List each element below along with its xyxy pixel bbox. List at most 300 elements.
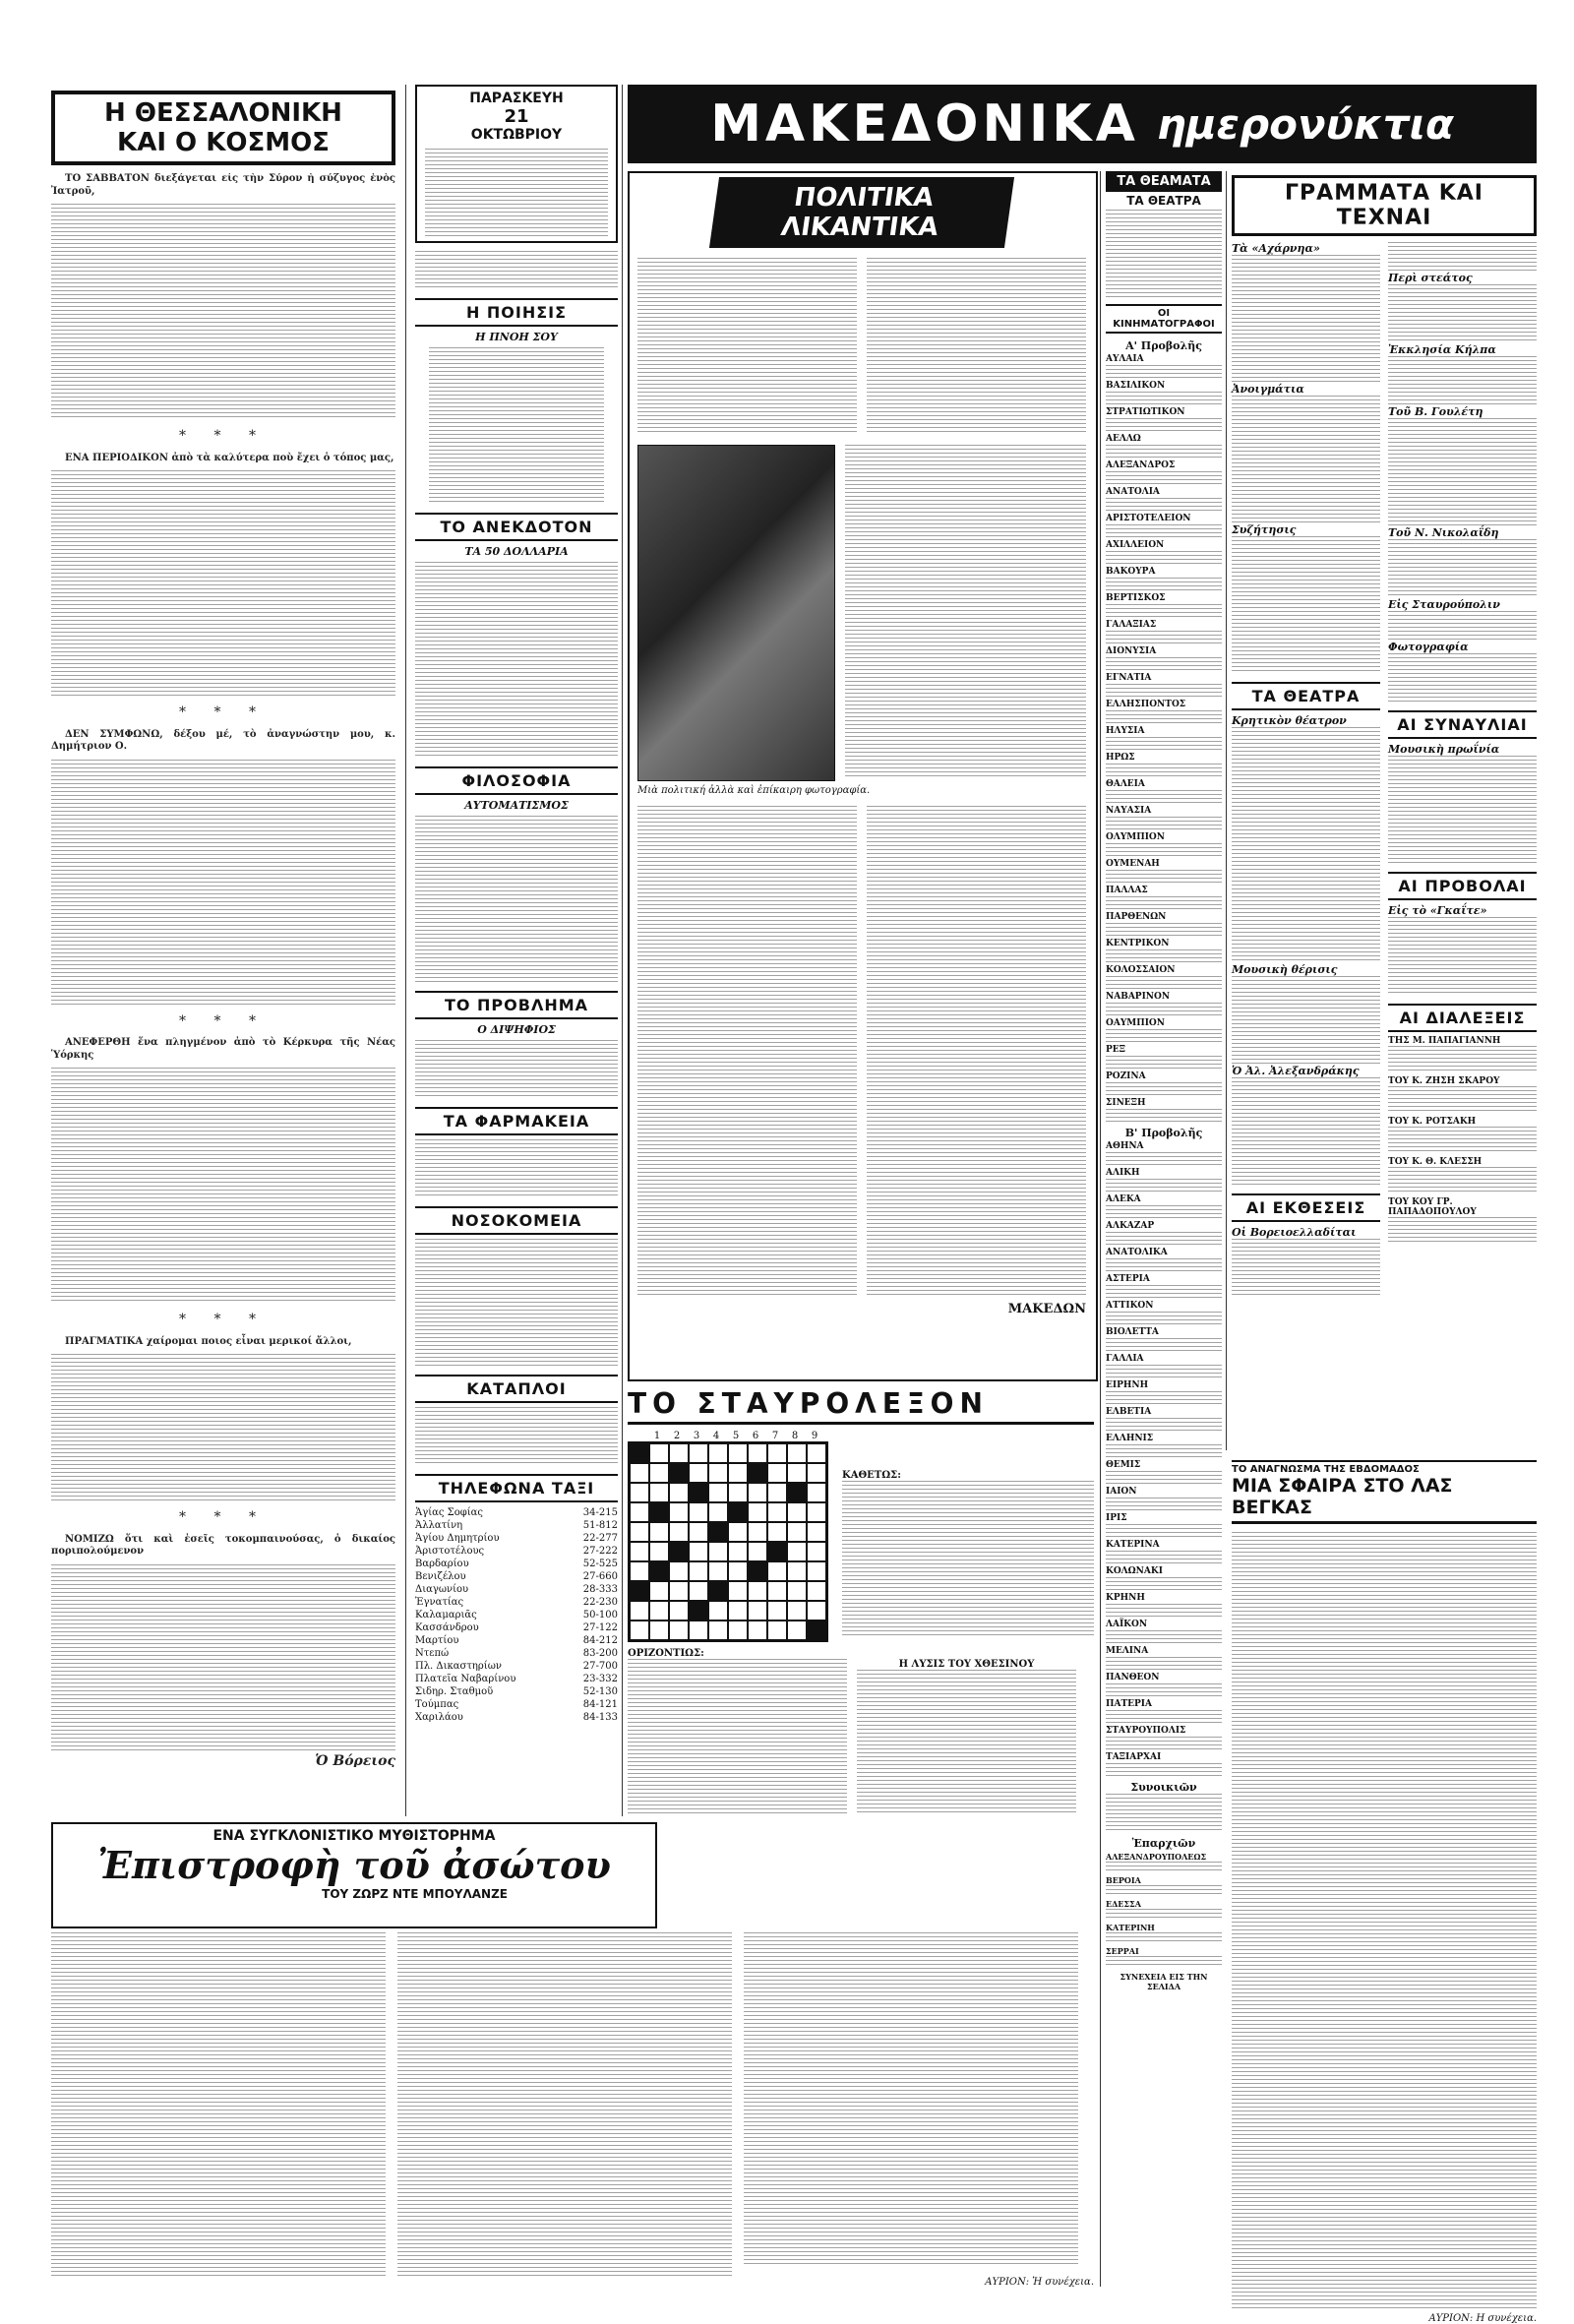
venue-item: ΙΡΙΣ bbox=[1106, 1513, 1127, 1523]
arts-title: ΓΡΑΜΜΑΤΑ ΚΑΙ ΤΕΧΝΑΙ bbox=[1232, 175, 1537, 236]
text-block bbox=[51, 1354, 395, 1501]
dateline-box bbox=[415, 85, 618, 243]
venue-details bbox=[1106, 1524, 1222, 1538]
arts-item: Ἐκκλησία Κήλπα bbox=[1388, 343, 1496, 356]
anecdote-text bbox=[415, 562, 618, 759]
crossword-cell bbox=[787, 1561, 807, 1581]
crossword-cell bbox=[689, 1502, 708, 1522]
crossword-number: 5 bbox=[732, 1431, 740, 1441]
crossword-cell bbox=[708, 1483, 728, 1502]
separator-stars: * * * bbox=[179, 1012, 268, 1029]
arts-text bbox=[1388, 653, 1537, 703]
venue-item: ΓΑΛΛΙΑ bbox=[1106, 1354, 1144, 1364]
arts-text bbox=[1232, 1239, 1380, 1298]
crossword-cell bbox=[708, 1522, 728, 1542]
phone-number: 27-660 bbox=[582, 1571, 618, 1582]
concerts-title: ΑΙ ΣΥΝΑΥΛΙΑΙ bbox=[1388, 710, 1537, 739]
venue-details bbox=[1106, 949, 1222, 963]
phone-row bbox=[415, 1532, 618, 1545]
venue-details bbox=[1106, 896, 1222, 910]
arts-text bbox=[1388, 284, 1537, 343]
phone-name: Ἐγνατίας bbox=[415, 1597, 464, 1608]
across-label: ΟΡΙΖΟΝΤΙΩΣ: bbox=[628, 1648, 704, 1659]
crossword-cell bbox=[689, 1621, 708, 1640]
crossword-cell bbox=[649, 1542, 669, 1561]
provincial-details bbox=[1106, 1885, 1222, 1897]
phone-number: 84-212 bbox=[582, 1635, 618, 1646]
crossword-cell bbox=[649, 1463, 669, 1483]
phone-name: Διαγωνίου bbox=[415, 1584, 469, 1595]
crossword-cell bbox=[807, 1483, 826, 1502]
phone-number: 52-525 bbox=[582, 1559, 618, 1569]
crossword-grid bbox=[628, 1441, 828, 1642]
crossword-number: 8 bbox=[791, 1431, 799, 1441]
poetry-title: Η ΠΟΙΗΣΙΣ bbox=[415, 298, 618, 327]
crossword-cell bbox=[728, 1561, 748, 1581]
venue-details bbox=[1106, 418, 1222, 432]
crossword-cell bbox=[649, 1443, 669, 1463]
venue-item: ΑΕΛΛΩ bbox=[1106, 434, 1141, 444]
phone-name: Βενιζέλου bbox=[415, 1571, 466, 1582]
weekly-reading bbox=[1232, 1460, 1537, 2324]
venue-item: ΑΤΤΙΚΟΝ bbox=[1106, 1301, 1154, 1311]
crossword-cell bbox=[630, 1522, 649, 1542]
venue-list bbox=[1106, 354, 1222, 1777]
crossword-number: 4 bbox=[712, 1431, 720, 1441]
venue-item: ΒΕΡΤΙΣΚΟΣ bbox=[1106, 593, 1166, 603]
venue-item: ΟΥΜΕΝΑΗ bbox=[1106, 859, 1160, 869]
crossword-cell bbox=[630, 1601, 649, 1621]
problem-subtitle: Ο ΔΙΨΗΦΙΟΣ bbox=[477, 1023, 556, 1036]
phone-number: 52-130 bbox=[582, 1686, 618, 1697]
paragraph-start: ΕΝΑ ΠΕΡΙΟΔΙΚΟΝ ἀπὸ τὰ καλύτερα ποὺ ἔχει ὁ τόπος μας, bbox=[65, 452, 394, 463]
dateline-date: 21 bbox=[504, 106, 529, 127]
philosophy-title: ΦΙΛΟΣΟΦΙΑ bbox=[415, 766, 618, 795]
venue-details bbox=[1106, 1205, 1222, 1219]
dateline-day: ΠΑΡΑΣΚΕΥΗ bbox=[469, 91, 564, 106]
arts-item: Εἰς Σταυρούπολιν bbox=[1388, 598, 1500, 611]
venue-details bbox=[1106, 1232, 1222, 1246]
crossword-cell bbox=[669, 1463, 689, 1483]
phone-name: Μαρτίου bbox=[415, 1635, 459, 1646]
phone-row bbox=[415, 1711, 618, 1724]
crossword-cell bbox=[807, 1561, 826, 1581]
crossword-cell bbox=[787, 1463, 807, 1483]
dateline-month: ΟΚΤΩΒΡΙΟΥ bbox=[470, 127, 563, 143]
venue-details bbox=[1106, 1577, 1222, 1591]
crossword-cell bbox=[689, 1601, 708, 1621]
venue-details bbox=[1106, 1551, 1222, 1564]
venue-item: ΛΑΪΚΟΝ bbox=[1106, 1620, 1148, 1629]
lecture-title: ΤΟΥ ΚΟΥ ΓΡ. ΠΑΠΑΔΟΠΟΥΛΟΥ bbox=[1388, 1197, 1477, 1217]
venue-details bbox=[1106, 392, 1222, 405]
phone-number: 83-200 bbox=[582, 1648, 618, 1659]
column-entertainment bbox=[1106, 171, 1222, 1991]
paragraph-start: ΤΟ ΣΑΒΒΑΤΟΝ διεξάγεται εἰς τὴν Σύρον ἡ σύζυγος ἑνὸς Ἰατροῦ, bbox=[51, 173, 395, 197]
crossword-cell bbox=[630, 1483, 649, 1502]
crossword-cell bbox=[708, 1443, 728, 1463]
crossword-cell bbox=[807, 1443, 826, 1463]
venue-details bbox=[1106, 1056, 1222, 1070]
column-miscellany bbox=[415, 85, 618, 1816]
crossword-cell bbox=[767, 1443, 787, 1463]
masthead bbox=[628, 85, 1537, 163]
neighbourhood-label: Συνοικιῶν bbox=[1130, 1781, 1197, 1794]
venue-item: ΑΝΑΤΟΛΙΚΑ bbox=[1106, 1248, 1168, 1257]
arts-text bbox=[1232, 727, 1380, 963]
crossword-cell bbox=[748, 1483, 767, 1502]
venue-item: ΟΛΥΜΠΙΟΝ bbox=[1106, 832, 1165, 842]
phone-row bbox=[415, 1609, 618, 1621]
venue-item: ΑΣΤΕΡΙΑ bbox=[1106, 1274, 1150, 1284]
screenings-sub: Εἰς τὸ «Γκαΐτε» bbox=[1388, 904, 1487, 917]
crossword-cell bbox=[708, 1502, 728, 1522]
crossword-cell bbox=[728, 1601, 748, 1621]
phone-number: 27-700 bbox=[582, 1661, 618, 1672]
paragraph-start: ΠΡΑΓΜΑΤΙΚΑ χαίρομαι ποιος εἶναι μερικοί ἄλλοι, bbox=[65, 1335, 352, 1347]
exhibitions-sub: Οἱ Βορειοελλαδίται bbox=[1232, 1226, 1357, 1239]
phone-row bbox=[415, 1558, 618, 1570]
venue-item: ΜΕΛΙΝΑ bbox=[1106, 1646, 1149, 1656]
pharmacies-title: ΤΑ ΦΑΡΜΑΚΕΙΑ bbox=[415, 1107, 618, 1135]
column-politics bbox=[637, 177, 1086, 1316]
problem-title: ΤΟ ΠΡΟΒΛΗΜΑ bbox=[415, 991, 618, 1019]
politics-text-mid bbox=[845, 445, 1086, 779]
venue-item: ΝΑΒΑΡΙΝΟΝ bbox=[1106, 992, 1171, 1002]
phone-name: Βαρδαρίου bbox=[415, 1559, 469, 1569]
weekly-label: ΤΟ ΑΝΑΓΝΩΣΜΑ ΤΗΣ ΕΒΔΟΜΑΔΟΣ bbox=[1232, 1460, 1537, 1475]
provincial-details bbox=[1106, 1932, 1222, 1944]
phone-name: Τούμπας bbox=[415, 1699, 459, 1710]
newspaper-page bbox=[51, 85, 1537, 2324]
column-rule bbox=[405, 85, 406, 1816]
crossword-cell bbox=[689, 1483, 708, 1502]
venue-details bbox=[1106, 524, 1222, 538]
crossword-cell bbox=[689, 1581, 708, 1601]
arts-text bbox=[1388, 611, 1537, 641]
text-block bbox=[51, 1068, 395, 1304]
venue-details bbox=[1106, 1152, 1222, 1166]
venue-item: ΗΡΩΣ bbox=[1106, 753, 1135, 763]
crossword-cell bbox=[708, 1542, 728, 1561]
novel-banner bbox=[51, 1822, 657, 1928]
first-run-label: Α' Προβολῆς bbox=[1125, 339, 1202, 352]
crossword-cell bbox=[708, 1581, 728, 1601]
venue-item: ΚΟΛΩΝΑΚΙ bbox=[1106, 1566, 1163, 1576]
venue-details bbox=[1106, 1444, 1222, 1458]
phones-list bbox=[415, 1506, 618, 1724]
crossword-cell bbox=[767, 1502, 787, 1522]
arts-theaters-sub: Κρητικὸν θέατρον bbox=[1232, 714, 1347, 727]
crossword-cell bbox=[649, 1581, 669, 1601]
novel-author: ΤΟΥ ΖΩΡΖ ΝΤΕ ΜΠΟΥΛΑΝΖΕ bbox=[322, 1887, 508, 1901]
venue-item: ΚΑΤΕΡΙΝΑ bbox=[1106, 1540, 1160, 1550]
venue-details bbox=[1106, 1285, 1222, 1299]
phone-number: 23-332 bbox=[582, 1674, 618, 1684]
crossword-cell bbox=[787, 1601, 807, 1621]
separator-stars: * * * bbox=[179, 704, 268, 720]
politics-title: ΠΟΛΙΤΙΚΑ ΛΙΚΑΝΤΙΚΑ bbox=[709, 177, 1014, 248]
venue-item: ΑΛΚΑΖΑΡ bbox=[1106, 1221, 1155, 1231]
venue-item: ΑΛΙΚΗ bbox=[1106, 1168, 1140, 1178]
crossword-cell bbox=[630, 1561, 649, 1581]
venue-item: ΣΤΑΥΡΟΥΠΟΛΙΣ bbox=[1106, 1726, 1186, 1736]
arts-item: Ἀνοιγμάτια bbox=[1232, 383, 1304, 396]
venue-item: ΑΡΙΣΤΟΤΕΛΕΙΟΝ bbox=[1106, 514, 1191, 523]
venue-details bbox=[1106, 923, 1222, 937]
column-thessaloniki bbox=[51, 85, 395, 1816]
crossword-cell bbox=[630, 1463, 649, 1483]
crossword-cell bbox=[728, 1621, 748, 1640]
lecture-details bbox=[1388, 1046, 1537, 1073]
crossword-cell bbox=[807, 1522, 826, 1542]
arts-item: Συζήτησις bbox=[1232, 523, 1297, 536]
venue-details bbox=[1106, 1604, 1222, 1618]
phone-number: 50-100 bbox=[582, 1610, 618, 1621]
venue-details bbox=[1106, 1657, 1222, 1671]
provincial-town: ΒΕΡΟΙΑ bbox=[1106, 1875, 1141, 1885]
arts-right bbox=[1388, 242, 1537, 1298]
crossword-cell bbox=[689, 1542, 708, 1561]
lectures-list bbox=[1388, 1036, 1537, 1245]
venue-details bbox=[1106, 1391, 1222, 1405]
crossword-cell bbox=[669, 1522, 689, 1542]
phone-row bbox=[415, 1519, 618, 1532]
venue-item: ΕΓΝΑΤΙΑ bbox=[1106, 673, 1152, 683]
phone-name: Ἀριστοτέλους bbox=[415, 1546, 485, 1557]
politics-text-lower-left bbox=[637, 806, 857, 1298]
photo-caption: Μιὰ πολιτική ἀλλὰ καὶ ἐπίκαιρη φωτογραφία. bbox=[637, 785, 871, 796]
arts-item: Τοῦ Ν. Νικολαΐδη bbox=[1388, 526, 1499, 539]
crossword-cell bbox=[708, 1601, 728, 1621]
poem-text bbox=[429, 347, 604, 505]
headline-box bbox=[51, 91, 395, 165]
masthead-subtitle: ημερονύκτια bbox=[1156, 99, 1454, 149]
venue-item: ΠΑΝΘΕΟΝ bbox=[1106, 1673, 1160, 1682]
lecture-title: ΤΟΥ Κ. ΖΗΣΗ ΣΚΑΡΟΥ bbox=[1388, 1076, 1500, 1086]
venue-item: ΑΛΕΚΑ bbox=[1106, 1194, 1141, 1204]
crossword-cell bbox=[807, 1621, 826, 1640]
venue-item: ΝΑΥΑΣΙΑ bbox=[1106, 806, 1152, 816]
separator-stars: * * * bbox=[179, 428, 268, 444]
crossword-cell bbox=[728, 1522, 748, 1542]
crossword-cell bbox=[787, 1542, 807, 1561]
venue-item: ΚΡΗΝΗ bbox=[1106, 1593, 1145, 1603]
crossword-cell bbox=[649, 1483, 669, 1502]
novel-col-3 bbox=[744, 1932, 1078, 2267]
second-run-label: Β' Προβολῆς bbox=[1124, 1127, 1203, 1139]
crossword-cell bbox=[728, 1542, 748, 1561]
crossword-cell bbox=[728, 1502, 748, 1522]
exhibitions-title: ΑΙ ΕΚΘΕΣΕΙΣ bbox=[1232, 1193, 1380, 1222]
crossword-cell bbox=[767, 1601, 787, 1621]
crossword-cell bbox=[649, 1601, 669, 1621]
crossword-cell bbox=[767, 1542, 787, 1561]
venue-details bbox=[1106, 843, 1222, 857]
arts-text bbox=[1388, 418, 1537, 526]
venue-item: ΠΑΤΕΡΙΑ bbox=[1106, 1699, 1152, 1709]
weekly-title: ΜΙΑ ΣΦΑΙΡΑ ΣΤΟ ΛΑΣ ΒΕΓΚΑΣ bbox=[1232, 1475, 1537, 1524]
crossword-cell bbox=[689, 1443, 708, 1463]
crossword-cell bbox=[728, 1443, 748, 1463]
crossword-cell bbox=[767, 1621, 787, 1640]
lecture-title: ΤΗΣ Μ. ΠΑΠΑΓΙΑΝΝΗ bbox=[1388, 1036, 1501, 1046]
crossword-cell bbox=[630, 1443, 649, 1463]
arts-text bbox=[1232, 976, 1380, 1065]
crossword-number: 1 bbox=[653, 1431, 661, 1441]
venue-details bbox=[1106, 1737, 1222, 1750]
crossword-cell bbox=[669, 1443, 689, 1463]
crossword-cell bbox=[787, 1443, 807, 1463]
arts-text bbox=[1232, 1077, 1380, 1186]
arts-music-sub: Μουσικὴ θέρισις bbox=[1232, 963, 1338, 976]
phone-number: 51-812 bbox=[582, 1520, 618, 1531]
arts-theaters-title: ΤΑ ΘΕΑΤΡΑ bbox=[1232, 682, 1380, 710]
philosophy-text bbox=[415, 816, 618, 983]
crossword-cell bbox=[669, 1601, 689, 1621]
crossword-cell bbox=[748, 1443, 767, 1463]
solution-text bbox=[857, 1670, 1076, 1813]
arts-left bbox=[1232, 242, 1380, 1298]
phone-name: Κασσάνδρου bbox=[415, 1622, 479, 1633]
arts-text bbox=[1232, 255, 1380, 383]
venue-details bbox=[1106, 657, 1222, 671]
novel-kicker: ΕΝΑ ΣΥΓΚΛΟΝΙΣΤΙΚΟ ΜΥΘΙΣΤΟΡΗΜΑ bbox=[212, 1828, 496, 1844]
crossword-cell bbox=[689, 1561, 708, 1581]
venue-details bbox=[1106, 1683, 1222, 1697]
separator-stars: * * * bbox=[179, 1509, 268, 1525]
venue-item: ΚΕΝΤΡΙΚΟΝ bbox=[1106, 939, 1170, 948]
novel-title: Ἐπιστροφὴ τοῦ ἀσώτου bbox=[97, 1843, 611, 1887]
crossword-cell bbox=[767, 1561, 787, 1581]
paragraph-start: ΝΟΜΙΖΩ ὅτι καὶ ἐσεῖς τοκομπαινούσας, ὁ δικαίος ποριπολούμενον bbox=[51, 1533, 395, 1557]
venue-details bbox=[1106, 1003, 1222, 1016]
venue-details bbox=[1106, 1418, 1222, 1432]
crossword-cell bbox=[748, 1463, 767, 1483]
crossword-cell bbox=[748, 1561, 767, 1581]
venue-details bbox=[1106, 551, 1222, 565]
crossword-number: 6 bbox=[752, 1431, 759, 1441]
venue-item: ΕΛΛΗΣΠΟΝΤΟΣ bbox=[1106, 700, 1186, 709]
politics-text-lower-right bbox=[867, 806, 1086, 1298]
venue-item: ΘΕΜΙΣ bbox=[1106, 1460, 1141, 1470]
crossword-cell bbox=[669, 1502, 689, 1522]
solution-label: Η ΛΥΣΙΣ ΤΟΥ ΧΘΕΣΙΝΟΥ bbox=[898, 1659, 1035, 1670]
weekly-text bbox=[1232, 1532, 1537, 2309]
hospitals-list bbox=[415, 1239, 618, 1367]
phones-title: ΤΗΛΕΦΩΝΑ ΤΑΞΙ bbox=[415, 1474, 618, 1502]
lectures-title: ΑΙ ΔΙΑΛΕΞΕΙΣ bbox=[1388, 1004, 1537, 1032]
phone-name: Ἀλλατίνη bbox=[415, 1520, 463, 1531]
venue-item: ΔΙΟΝΥΣΙΑ bbox=[1106, 646, 1157, 656]
text-block bbox=[51, 760, 395, 1006]
venue-item: ΒΑΣΙΛΙΚΟΝ bbox=[1106, 381, 1166, 391]
venue-details bbox=[1106, 1258, 1222, 1272]
lecture-details bbox=[1388, 1167, 1537, 1194]
crossword-cell bbox=[630, 1621, 649, 1640]
crossword-cell bbox=[807, 1601, 826, 1621]
crossword-cell bbox=[728, 1483, 748, 1502]
hospitals-title: ΝΟΣΟΚΟΜΕΙΑ bbox=[415, 1206, 618, 1235]
crossword-cell bbox=[669, 1542, 689, 1561]
cinemas-title: ΟΙ ΚΙΝΗΜΑΤΟΓΡΑΦΟΙ bbox=[1106, 304, 1222, 334]
entertainment-title: ΤΑ ΘΕΑΜΑΤΑ bbox=[1106, 171, 1222, 192]
theaters-title: ΤΑ ΘΕΑΤΡΑ bbox=[1126, 194, 1201, 208]
venue-details bbox=[1106, 1082, 1222, 1096]
philosophy-subtitle: ΑΥΤΟΜΑΤΙΣΜΟΣ bbox=[464, 799, 569, 812]
crossword-cell bbox=[748, 1621, 767, 1640]
crossword-number: 7 bbox=[771, 1431, 779, 1441]
phone-name: Ἁγίου Δημητρίου bbox=[415, 1533, 500, 1544]
crossword-cell bbox=[689, 1463, 708, 1483]
venue-item: ΣΤΡΑΤΙΩΤΙΚΟΝ bbox=[1106, 407, 1185, 417]
venue-details bbox=[1106, 1365, 1222, 1378]
crossword-cell bbox=[708, 1561, 728, 1581]
phone-number: 27-222 bbox=[582, 1546, 618, 1557]
column-rule bbox=[1100, 171, 1101, 2287]
venue-item: ΑΘΗΝΑ bbox=[1106, 1141, 1144, 1151]
paragraph-start: ΔΕΝ ΣΥΜΦΩΝΩ, δέξου μέ, τὸ ἀναγνώστην μου, κ. Δημήτριον Ο. bbox=[51, 728, 395, 752]
venue-item: ΑΛΕΞΑΝΔΡΟΣ bbox=[1106, 460, 1176, 470]
venue-item: ΟΑΥΜΠΙΟΝ bbox=[1106, 1018, 1165, 1028]
crossword-cell bbox=[787, 1621, 807, 1640]
crossword-number: 3 bbox=[693, 1431, 700, 1441]
crossword-cell bbox=[748, 1522, 767, 1542]
phone-name: Πλατεῖα Ναβαρίνου bbox=[415, 1674, 516, 1684]
column-rule bbox=[1226, 171, 1227, 1450]
phone-name: Καλαμαριᾶς bbox=[415, 1610, 477, 1621]
screenings-title: ΑΙ ΠΡΟΒΟΛΑΙ bbox=[1388, 872, 1537, 900]
provincial-list bbox=[1106, 1852, 1222, 1968]
crossword-cell bbox=[787, 1522, 807, 1542]
venue-item: ΕΛΒΕΤΙΑ bbox=[1106, 1407, 1152, 1417]
crossword-cell bbox=[649, 1621, 669, 1640]
crossword-cell bbox=[807, 1463, 826, 1483]
phone-row bbox=[415, 1583, 618, 1596]
phone-name: Χαριλάου bbox=[415, 1712, 463, 1723]
crossword-cell bbox=[669, 1621, 689, 1640]
phone-number: 84-121 bbox=[582, 1699, 618, 1710]
arts-item: Περὶ στεάτος bbox=[1388, 272, 1473, 284]
lecture-title: ΤΟΥ Κ. ΡΟΤΣΑΚΗ bbox=[1388, 1117, 1477, 1127]
crossword-cell bbox=[787, 1483, 807, 1502]
crossword-cell bbox=[630, 1581, 649, 1601]
phone-name: Ἁγίας Σοφίας bbox=[415, 1507, 484, 1518]
phone-number: 84-133 bbox=[582, 1712, 618, 1723]
headline-line-1: Η ΘΕΣΣΑΛΟΝΙΚΗ bbox=[104, 98, 342, 128]
phone-row bbox=[415, 1685, 618, 1698]
anecdote-subtitle: ΤΑ 50 ΔΟΛΛΑΡΙΑ bbox=[464, 545, 569, 558]
arts-item: Φωτογραφία bbox=[1388, 641, 1469, 653]
headline-line-2: ΚΑΙ Ο ΚΟΣΜΟΣ bbox=[117, 128, 330, 157]
anecdote-title: ΤΟ ΑΝΕΚΔΟΤΟΝ bbox=[415, 513, 618, 541]
across-clues bbox=[628, 1659, 847, 1816]
politics-signature: ΜΑΚΕΔΩΝ bbox=[1007, 1302, 1086, 1316]
provincial-town: ΣΕΡΡΑΙ bbox=[1106, 1946, 1139, 1956]
neighbourhood-list bbox=[1106, 1794, 1222, 1833]
phone-number: 22-230 bbox=[582, 1597, 618, 1608]
venue-details bbox=[1106, 737, 1222, 751]
crossword-cell bbox=[669, 1581, 689, 1601]
venue-item: ΑΝΑΤΟΛΙΑ bbox=[1106, 487, 1160, 497]
dateline-details bbox=[425, 149, 608, 237]
down-label: ΚΑΘΕΤΩΣ: bbox=[842, 1470, 901, 1481]
lecture-title: ΤΟΥ Κ. Θ. ΚΛΕΣΣΗ bbox=[1388, 1157, 1483, 1167]
crossword-cell bbox=[787, 1502, 807, 1522]
venue-item: ΘΑΛΕΙΑ bbox=[1106, 779, 1145, 789]
crossword-grid-wrap bbox=[628, 1431, 828, 1642]
venue-item: ΒΙΟΛΕΤΤΑ bbox=[1106, 1327, 1159, 1337]
